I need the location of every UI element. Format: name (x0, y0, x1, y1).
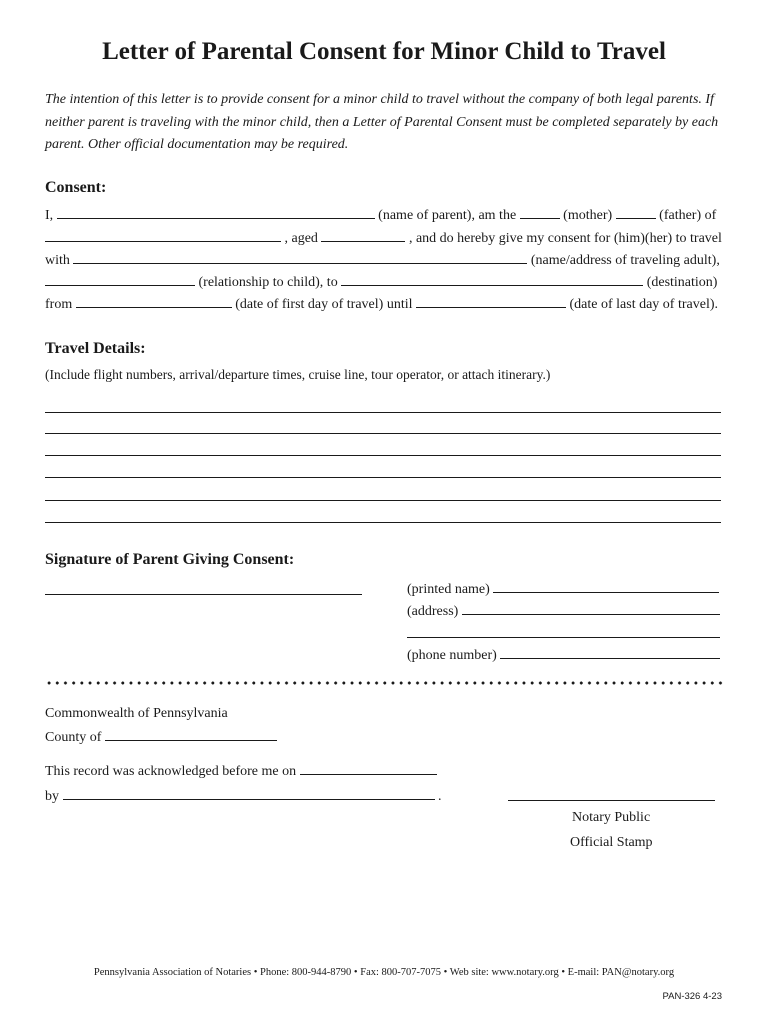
printed-name-label: (printed name) (407, 582, 490, 597)
first-day-field[interactable] (76, 295, 232, 308)
printed-name-field[interactable] (493, 580, 719, 593)
father-field[interactable] (616, 206, 656, 219)
travel-details-note: (Include flight numbers, arrival/departure times, cruise line, tour operator, or attach itinerary.) (45, 367, 551, 382)
aged-label: , aged (284, 231, 318, 246)
county-label: County of (45, 730, 102, 745)
child-name-field[interactable] (45, 229, 281, 242)
traveling-adult-label: (name/address of traveling adult), (530, 253, 720, 268)
county-field[interactable] (105, 728, 277, 741)
consent-give-label: , and do hereby give my consent for (him)(her) to travel (408, 231, 722, 246)
printed-name-row (407, 580, 719, 598)
last-day-label: (date of last day of travel). (569, 297, 718, 312)
consent-i-label: I, (45, 208, 54, 223)
father-label: (father) of (659, 208, 717, 223)
travel-details-line[interactable] (45, 455, 721, 456)
parent-name-label: (name of parent), am the (378, 208, 517, 223)
parent-name-field[interactable] (57, 206, 375, 219)
consent-line-5 (45, 295, 725, 313)
with-label: with (45, 253, 70, 268)
relationship-label: (relationship to child), to (198, 275, 338, 290)
official-stamp-label: Official Stamp (570, 835, 653, 850)
by-period: . (438, 789, 442, 804)
consent-line-3 (45, 251, 725, 269)
acknowledged-by-field[interactable] (63, 787, 435, 800)
address-field[interactable] (462, 602, 720, 615)
relationship-field[interactable] (45, 273, 195, 286)
county-row (45, 728, 725, 746)
mother-label: (mother) (563, 208, 613, 223)
footer-contact: Pennsylvania Association of Notaries • Phone: 800-944-8790 • Fax: 800-707-7075 • Web site: www.notary.org • E-mail: PAN@notary.org (93, 967, 675, 978)
by-row (45, 787, 725, 805)
consent-line-1 (45, 206, 725, 224)
child-age-field[interactable] (321, 229, 405, 242)
travel-details-line[interactable] (45, 412, 721, 413)
consent-heading: Consent: (45, 179, 107, 196)
ack-row (45, 762, 725, 780)
consent-line-2 (45, 229, 725, 247)
commonwealth-label: Commonwealth of Pennsylvania (45, 706, 228, 721)
parent-signature-field[interactable] (45, 594, 362, 595)
first-day-label: (date of first day of travel) until (235, 297, 413, 312)
traveling-adult-field[interactable] (73, 251, 527, 264)
travel-details-line[interactable] (45, 500, 721, 501)
phone-row (407, 646, 720, 664)
dotted-separator (45, 681, 723, 685)
ack-label: This record was acknowledged before me on (45, 764, 297, 779)
intro-paragraph: The intention of this letter is to provide consent for a minor child to travel without the company of both legal parents. If neither parent is traveling with the minor child, then a Letter of Parental Consent must be completed separately by each parent. Other official documentation may be required. (45, 92, 719, 152)
destination-field[interactable] (341, 273, 643, 286)
from-label: from (45, 297, 73, 312)
phone-field[interactable] (500, 646, 720, 659)
travel-details-heading: Travel Details: (45, 340, 146, 357)
address-label: (address) (407, 604, 459, 619)
notary-signature-field[interactable] (508, 800, 715, 801)
document-title: Letter of Parental Consent for Minor Child to Travel (102, 38, 666, 65)
destination-label: (destination) (646, 275, 718, 290)
form-code: PAN-326 4-23 (662, 991, 722, 1002)
ack-date-field[interactable] (300, 762, 437, 775)
travel-details-line[interactable] (45, 522, 721, 523)
travel-details-line[interactable] (45, 433, 721, 434)
notary-public-label: Notary Public (572, 810, 651, 825)
address-line-2-field[interactable] (407, 637, 720, 638)
mother-field[interactable] (520, 206, 560, 219)
last-day-field[interactable] (416, 295, 566, 308)
travel-details-line[interactable] (45, 477, 721, 478)
phone-label: (phone number) (407, 648, 497, 663)
by-label: by (45, 789, 59, 804)
address-row (407, 602, 720, 620)
signature-heading: Signature of Parent Giving Consent: (45, 551, 295, 568)
consent-line-4 (45, 273, 725, 291)
